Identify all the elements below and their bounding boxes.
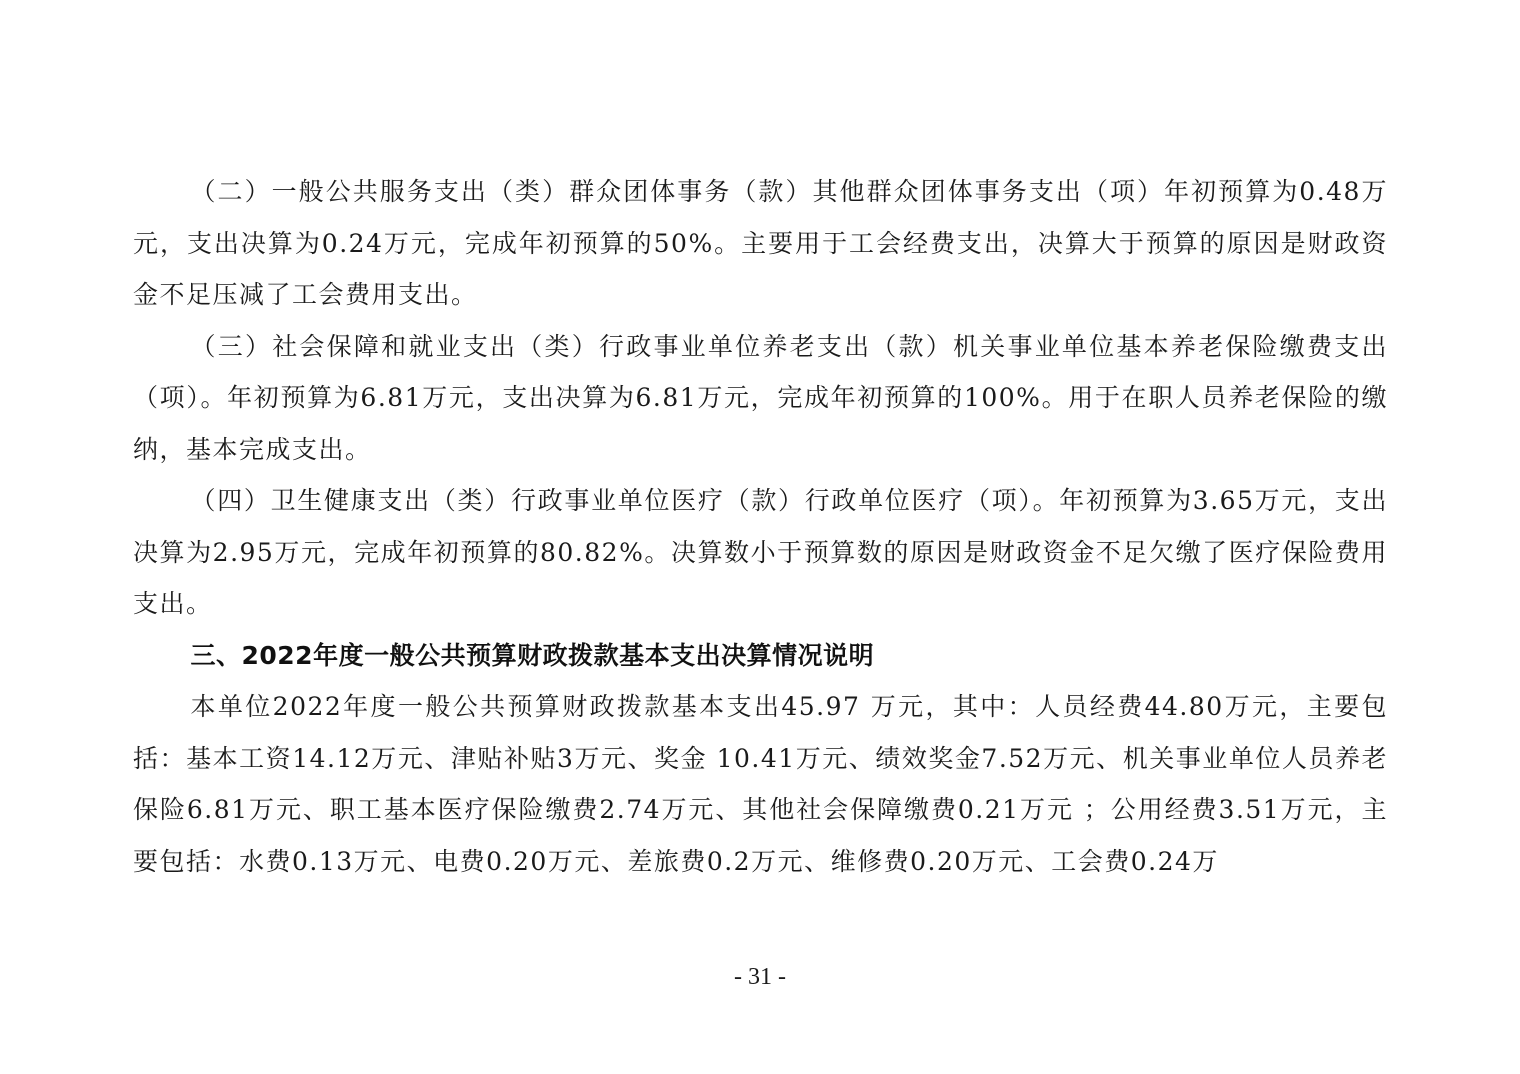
document-body (133, 166, 1388, 887)
paragraph-basic-expenditure: 本单位2022年度一般公共预算财政拨款基本支出45.97 万元，其中：人员经费44.80万元，主要包括：基本工资14.12万元、津贴补贴3万元、奖金 10.41万元、绩效奖金7.52万元、机关事业单位人员养老保险6.81万元、职工基本医疗保险缴费2.74万元、其他社会保障缴费0.21万元 ；公用经费3.51万元，主要包括：水费0.13万元、电费0.20万元、差旅费0.2万元、维修费0.20万元、工会费0.24万 (133, 692, 1388, 876)
paragraph-social-security: （三）社会保障和就业支出（类）行政事业单位养老支出（款）机关事业单位基本养老保险缴费支出（项）。年初预算为6.81万元，支出决算为6.81万元，完成年初预算的100%。用于在职人员养老保险的缴纳，基本完成支出。 (133, 331, 1388, 464)
section-heading: 三、2022年度一般公共预算财政拨款基本支出决算情况说明 (190, 640, 875, 670)
paragraph-health: （四）卫生健康支出（类）行政事业单位医疗（款）行政单位医疗（项）。年初预算为3.65万元，支出决算为2.95万元，完成年初预算的80.82%。决算数小于预算数的原因是财政资金不足欠缴了医疗保险费用支出。 (133, 486, 1388, 618)
paragraph-general-public-services: （二）一般公共服务支出（类）群众团体事务（款）其他群众团体事务支出（项）年初预算为0.48万元，支出决算为0.24万元，完成年初预算的50%。主要用于工会经费支出，决算大于预算的原因是财政资金不足压减了工会费用支出。 (133, 177, 1388, 309)
page-number: - 31 - (734, 964, 786, 990)
